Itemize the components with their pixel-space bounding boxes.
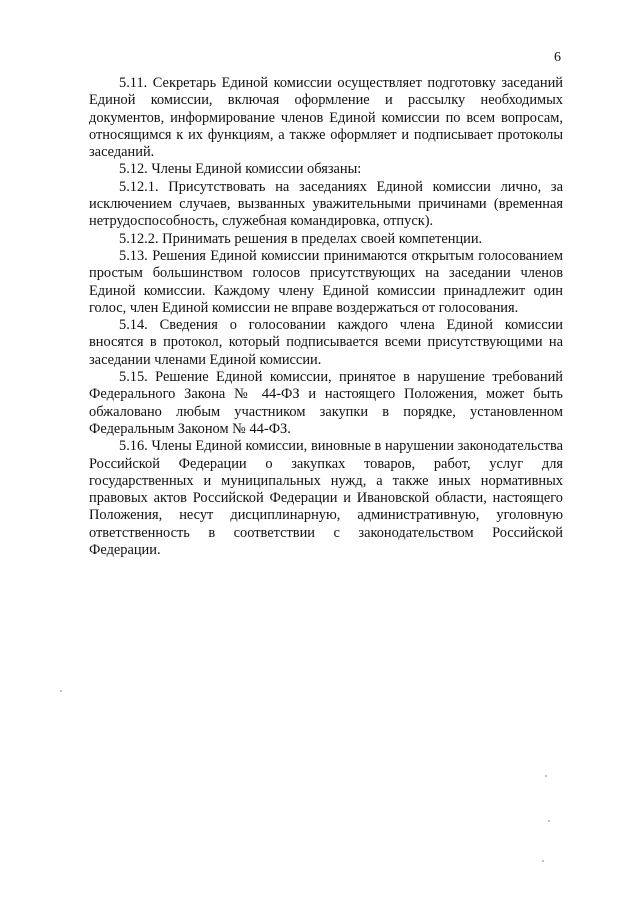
scan-speck bbox=[545, 775, 547, 777]
paragraph-5-15: 5.15. Решение Единой комиссии, принятое в нарушение требований Федерального Закона № 44-ФЗ и настоящего Положения, может быть обжаловано любым участником закупки в порядке, установленном Федеральным Законом № 44-ФЗ. bbox=[89, 369, 563, 437]
scan-speck bbox=[548, 820, 550, 822]
paragraph-5-12-1: 5.12.1. Присутствовать на заседаниях Единой комиссии лично, за исключением случаев, вызванных уважительными причинами (временная нетрудоспособность, служебная командировка, отпуск). bbox=[89, 178, 563, 230]
scan-speck bbox=[60, 690, 62, 692]
paragraph-5-12-2: 5.12.2. Принимать решения в пределах своей компетенции. bbox=[119, 230, 483, 247]
paragraph-5-13: 5.13. Решения Единой комиссии принимаются открытым голосованием простым большинством голосов присутствующих на заседании членов Единой комиссии. Каждому члену Единой комиссии принадлежит один голос, член Единой комиссии не вправе воздержаться от голосования. bbox=[89, 247, 563, 316]
scan-speck bbox=[542, 860, 544, 862]
document-body bbox=[89, 75, 563, 559]
page-number: 6 bbox=[554, 50, 561, 65]
paragraph-5-16: 5.16. Члены Единой комиссии, виновные в нарушении законодательства Российской Федерации о закупках товаров, работ, услуг для государственных и муниципальных нужд, а также иных нормативных правовых актов Российской Федерации и Ивановской области, настоящего Положения, несут дисциплинарную, административную, уголовную ответственность в соответствии с законодательством Российской Федерации. bbox=[89, 438, 563, 559]
paragraph-5-14: 5.14. Сведения о голосовании каждого члена Единой комиссии вносятся в протокол, который подписывается всеми присутствующими на заседании членами Единой комиссии. bbox=[89, 317, 563, 368]
paragraph-5-11: 5.11. Секретарь Единой комиссии осуществляет подготовку заседаний Единой комиссии, включая оформление и рассылку необходимых документов, информирование членов Единой комиссии по всем вопросам, относящимся к их функциям, а также оформляет и подписывает протоколы заседаний. bbox=[89, 75, 563, 161]
paragraph-5-12: 5.12. Члены Единой комиссии обязаны: bbox=[119, 161, 362, 178]
